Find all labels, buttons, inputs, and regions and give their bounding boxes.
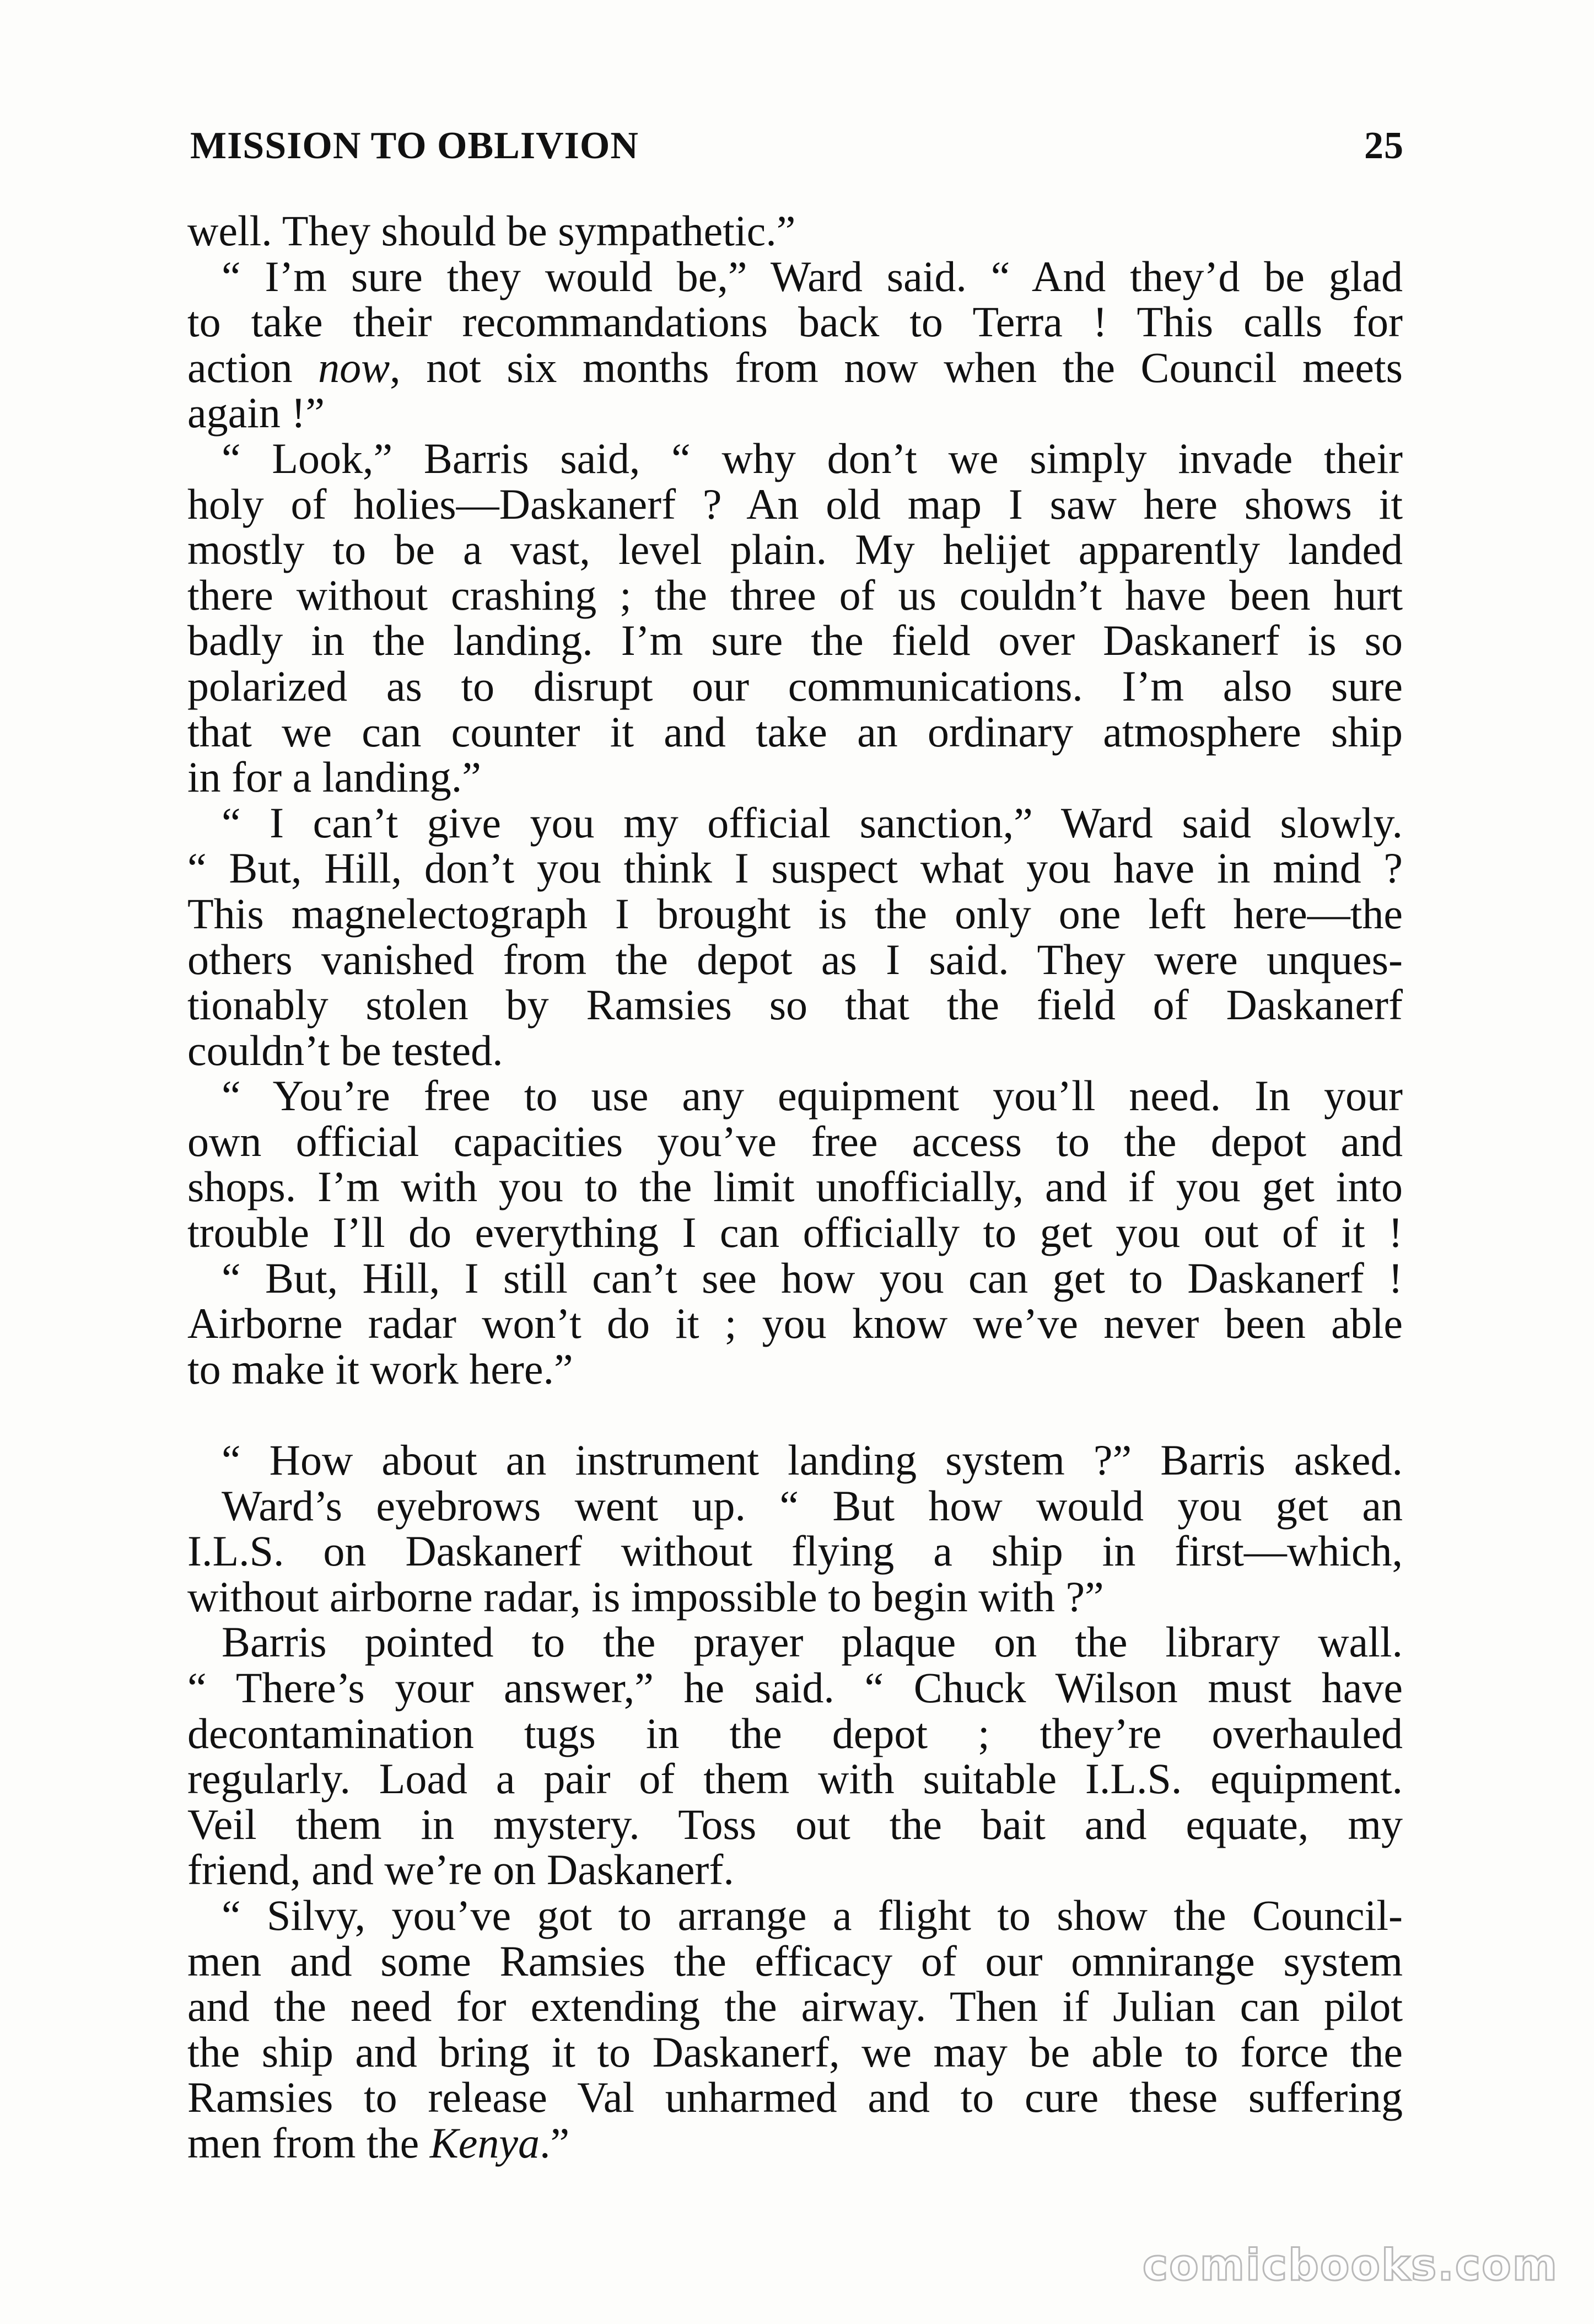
text-line: regularly. Load a pair of them with suitable I.L.S. equipment.: [187, 1755, 1403, 1803]
text-line: I.L.S. on Daskanerf without flying a ship in first—which,: [187, 1527, 1403, 1575]
text-line: there without crashing ; the three of us couldn’t have been hurt: [187, 571, 1403, 619]
running-head: [190, 124, 1404, 174]
text-line: This magnelectograph I brought is the only one left here—the: [187, 889, 1403, 938]
text-line: couldn’t be tested.: [187, 1026, 503, 1074]
text-line: own official capacities you’ve free access to the depot and: [187, 1117, 1403, 1165]
text-line: the ship and bring it to Daskanerf, we may be able to force the: [187, 2027, 1403, 2076]
text-line: polarized as to disrupt our communications. I’m also sure: [187, 661, 1403, 710]
text-line: and the need for extending the airway. Then if Julian can pilot: [187, 1982, 1403, 2031]
page-number: 25: [1364, 125, 1404, 167]
watermark-logo: comicbooks.com: [1142, 2241, 1558, 2290]
text-line: Ramsies to release Val unharmed and to cure these suffering: [187, 2073, 1403, 2122]
text-line: trouble I’ll do everything I can officially to get you out of it !: [187, 1208, 1403, 1257]
paragraph-gap: [187, 1392, 1403, 1438]
text-line: well. They should be sympathetic.”: [187, 207, 796, 255]
body-text: [187, 208, 1403, 2166]
book-title: MISSION TO OBLIVION: [190, 125, 639, 167]
text-line: without airborne radar, is impossible to begin with ?”: [187, 1572, 1104, 1621]
text-line: to make it work here.”: [187, 1344, 573, 1393]
text-line: Veil them in mystery. Toss out the bait and equate, my: [187, 1800, 1403, 1848]
text-line: “ There’s your answer,” he said. “ Chuck Wilson must have: [187, 1664, 1403, 1712]
text-line: Barris pointed to the prayer plaque on the library wall.: [222, 1618, 1403, 1666]
text-line: “ But, Hill, don’t you think I suspect what you have in mind ?: [187, 844, 1403, 892]
text-line: again !”: [187, 389, 325, 437]
text-line: “ You’re free to use any equipment you’ll need. In your: [222, 1072, 1403, 1120]
text-line: “ Look,” Barris said, “ why don’t we simply invade their: [222, 434, 1403, 482]
text-line: badly in the landing. I’m sure the field over Daskanerf is so: [187, 616, 1403, 665]
text-line: men from the Kenya.”: [187, 2118, 570, 2167]
text-line: “ Silvy, you’ve got to arrange a flight to show the Council-: [222, 1891, 1403, 1939]
text-line: friend, and we’re on Daskanerf.: [187, 1846, 734, 1894]
text-line: mostly to be a vast, level plain. My helijet apparently landed: [187, 525, 1403, 574]
text-line: to take their recommandations back to Terra ! This calls for: [187, 298, 1403, 346]
text-line: “ But, Hill, I still can’t see how you can get to Daskanerf !: [222, 1254, 1403, 1302]
text-line: Airborne radar won’t do it ; you know we’ve never been able: [187, 1299, 1403, 1348]
text-line: that we can counter it and take an ordinary atmosphere ship: [187, 707, 1403, 756]
text-line: shops. I’m with you to the limit unofficially, and if you get into: [187, 1163, 1403, 1211]
text-line: “ I can’t give you my official sanction,” Ward said slowly.: [222, 798, 1403, 847]
text-line: others vanished from the depot as I said. They were unques-: [187, 935, 1403, 983]
text-line: in for a landing.”: [187, 753, 481, 801]
text-line: Ward’s eyebrows went up. “ But how would you get an: [222, 1481, 1403, 1530]
text-line: men and some Ramsies the efficacy of our omnirange system: [187, 1936, 1403, 1985]
text-line: action now, not six months from now when the Council meets: [187, 343, 1403, 391]
text-line: decontamination tugs in the depot ; they’re overhauled: [187, 1709, 1403, 1757]
text-line: “ How about an instrument landing system ?” Barris asked.: [222, 1436, 1403, 1484]
text-line: holy of holies—Daskanerf ? An old map I saw here shows it: [187, 480, 1403, 528]
text-line: “ I’m sure they would be,” Ward said. “ And they’d be glad: [222, 252, 1403, 300]
text-line: tionably stolen by Ramsies so that the field of Daskanerf: [187, 981, 1403, 1029]
